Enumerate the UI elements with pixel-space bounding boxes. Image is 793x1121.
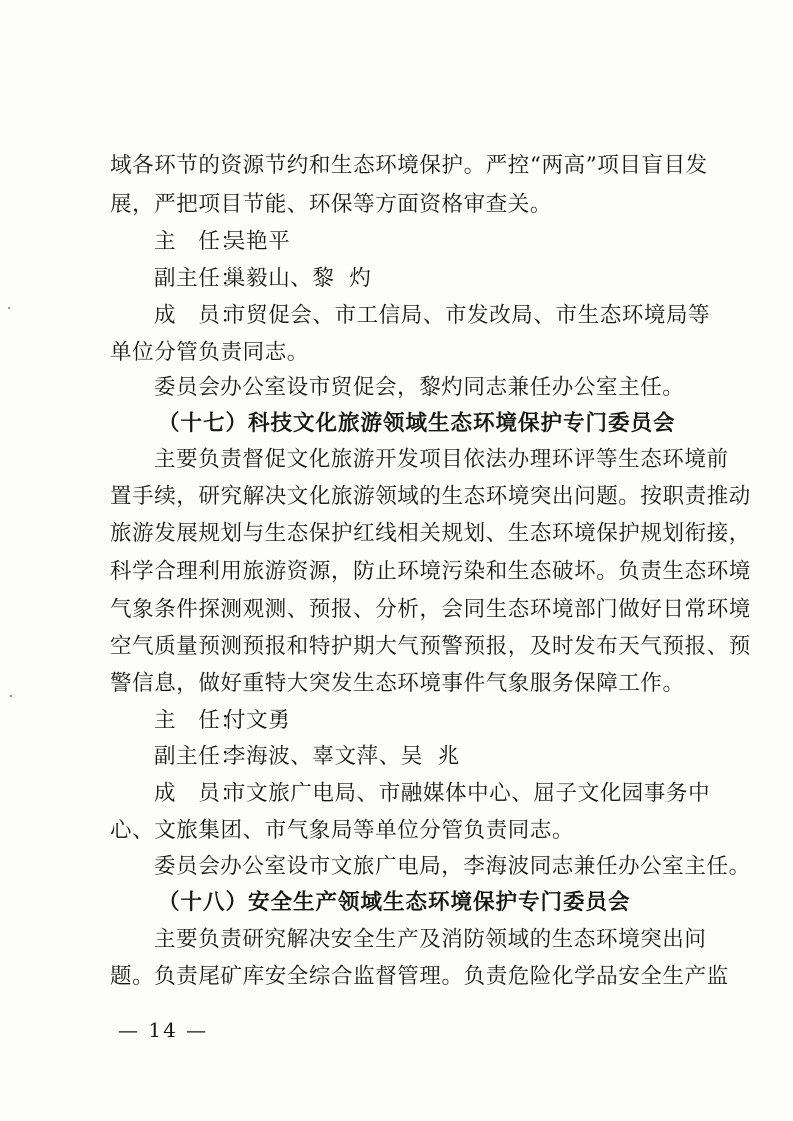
director-line [154, 222, 290, 262]
section-heading: （十八）安全生产领域生态环境保护专门委员会 [158, 890, 631, 915]
body-line: 空气质量预测预报和特护期大气预警预报，及时发布天气预报、预 [110, 634, 751, 659]
director-label: 主 任： [154, 229, 243, 254]
members-list: 市贸促会、市工信局、市发改局、市生态环境局等 [224, 303, 711, 328]
deputy-line [154, 737, 460, 777]
members-list: 市文旅广电局、市融媒体中心、屈子文化园事务中 [224, 781, 711, 806]
body-line: 科学合理利用旅游资源，防止环境污染和生态破坏。负责生态环境 [110, 559, 751, 584]
deputy-label: 副主任： [154, 266, 243, 291]
members-label: 成 员： [154, 781, 243, 806]
director-name: 付文勇 [224, 708, 291, 733]
members-list-continued: 心、文旅集团、市气象局等单位分管负责同志。 [110, 818, 575, 843]
members-line [154, 774, 710, 814]
body-line: 置手续，研究解决文化旅游领域的生态环境突出问题。按职责推动 [110, 484, 751, 509]
body-line: 警信息，做好重特大突发生态环境事件气象服务保障工作。 [110, 671, 685, 696]
page-number: — 14 — [118, 1018, 209, 1042]
section-heading: （十七）科技文化旅游领域生态环境保护专门委员会 [158, 411, 676, 436]
deputy-label: 副主任： [154, 744, 243, 769]
body-line: 旅游发展规划与生态保护红线相关规划、生态环境保护规划衔接， [110, 521, 751, 546]
scan-speck [10, 695, 12, 697]
deputy-line [154, 259, 371, 299]
paragraph-line: 域各环节的资源节约和生态环境保护。严控“两高”项目盲目发 [110, 153, 708, 178]
deputy-names: 巢毅山、黎 灼 [224, 266, 372, 291]
deputy-names: 李海波、辜文萍、吴 兆 [224, 744, 460, 769]
body-line: 气象条件探测观测、预报、分析，会同生态环境部门做好日常环境 [110, 597, 751, 622]
scan-speck [8, 307, 10, 309]
paragraph-line: 展，严把项目节能、环保等方面资格审查关。 [110, 192, 553, 217]
body-line: 主要负责督促文化旅游开发项目依法办理环评等生态环境前 [154, 447, 729, 472]
director-label: 主 任： [154, 708, 243, 733]
body-line: 题。负责尾矿库安全综合监督管理。负责危险化学品安全生产监 [110, 964, 729, 989]
office-line: 委员会办公室设市文旅广电局，李海波同志兼任办公室主任。 [154, 854, 751, 879]
body-line: 主要负责研究解决安全生产及消防领域的生态环境突出问 [154, 927, 707, 952]
members-label: 成 员： [154, 303, 243, 328]
office-line: 委员会办公室设市贸促会，黎灼同志兼任办公室主任。 [154, 375, 685, 400]
members-list-continued: 单位分管负责同志。 [110, 340, 309, 365]
members-line [154, 296, 710, 336]
director-line [154, 701, 290, 741]
director-name: 吴艳平 [224, 229, 291, 254]
